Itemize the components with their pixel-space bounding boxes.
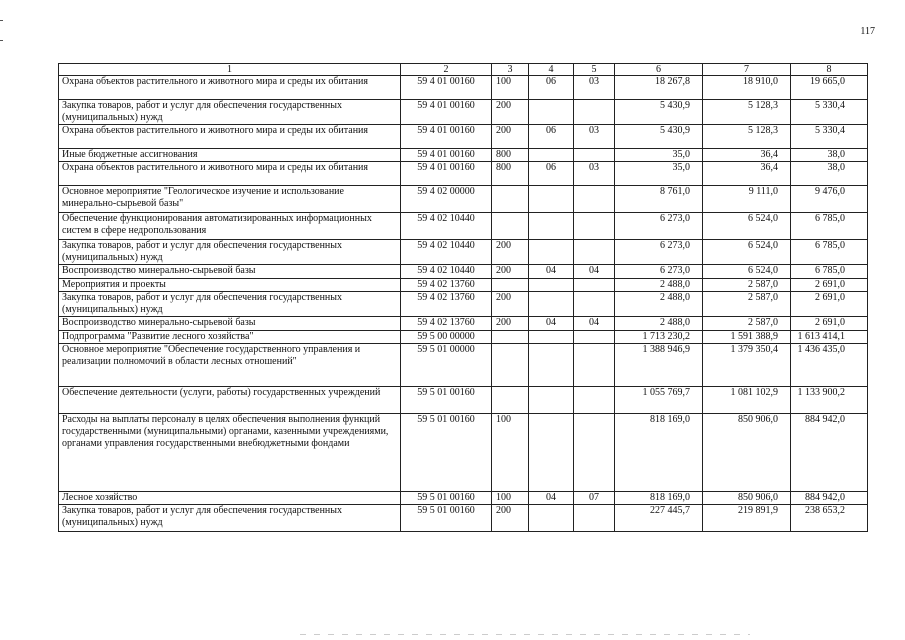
table-row bbox=[59, 505, 868, 532]
row-value-6: 1 388 946,9 bbox=[615, 344, 703, 387]
row-c4: 04 bbox=[529, 492, 574, 505]
row-c5 bbox=[574, 387, 615, 414]
header-cell: 3 bbox=[492, 64, 529, 76]
row-code: 59 5 01 00160 bbox=[401, 492, 492, 505]
row-value-6: 35,0 bbox=[615, 162, 703, 186]
row-name: Закупка товаров, работ и услуг для обеспечения государственных (муниципальных) нужд bbox=[59, 505, 401, 532]
row-name: Основное мероприятие "Обеспечение государственного управления и реализации полномочий в области лесных отношений" bbox=[59, 344, 401, 387]
row-c3 bbox=[492, 186, 529, 213]
header-cell: 2 bbox=[401, 64, 492, 76]
row-c4 bbox=[529, 100, 574, 125]
row-value-7: 36,4 bbox=[703, 162, 791, 186]
row-value-6: 2 488,0 bbox=[615, 317, 703, 331]
row-value-7: 5 128,3 bbox=[703, 100, 791, 125]
row-code: 59 5 00 00000 bbox=[401, 331, 492, 344]
table-row bbox=[59, 162, 868, 186]
row-value-7: 9 111,0 bbox=[703, 186, 791, 213]
row-c5 bbox=[574, 505, 615, 532]
row-name: Подпрограмма "Развитие лесного хозяйства" bbox=[59, 331, 401, 344]
row-value-6: 8 761,0 bbox=[615, 186, 703, 213]
row-c5: 04 bbox=[574, 317, 615, 331]
row-c5 bbox=[574, 344, 615, 387]
row-value-6: 6 273,0 bbox=[615, 213, 703, 240]
row-value-8: 884 942,0 bbox=[791, 414, 868, 492]
row-value-6: 18 267,8 bbox=[615, 76, 703, 100]
row-value-7: 1 379 350,4 bbox=[703, 344, 791, 387]
row-value-6: 818 169,0 bbox=[615, 414, 703, 492]
row-c4: 06 bbox=[529, 125, 574, 149]
row-value-6: 6 273,0 bbox=[615, 240, 703, 265]
row-code: 59 5 01 00160 bbox=[401, 505, 492, 532]
row-value-7: 2 587,0 bbox=[703, 279, 791, 292]
row-name: Расходы на выплаты персоналу в целях обеспечения выполнения функций государственными (муниципальными) органами, казенными учреждениями, органами управления государственными внебюджетными фондами bbox=[59, 414, 401, 492]
row-value-7: 6 524,0 bbox=[703, 265, 791, 279]
row-c4 bbox=[529, 213, 574, 240]
row-c3: 100 bbox=[492, 76, 529, 100]
row-c3: 200 bbox=[492, 317, 529, 331]
row-c4 bbox=[529, 414, 574, 492]
row-value-7: 36,4 bbox=[703, 149, 791, 162]
row-c4 bbox=[529, 331, 574, 344]
row-code: 59 4 01 00160 bbox=[401, 76, 492, 100]
row-c4 bbox=[529, 149, 574, 162]
row-name: Лесное хозяйство bbox=[59, 492, 401, 505]
header-cell: 1 bbox=[59, 64, 401, 76]
row-code: 59 4 01 00160 bbox=[401, 162, 492, 186]
row-c3: 200 bbox=[492, 505, 529, 532]
row-code: 59 4 02 10440 bbox=[401, 240, 492, 265]
row-c5: 03 bbox=[574, 125, 615, 149]
row-name: Охрана объектов растительного и животного мира и среды их обитания bbox=[59, 76, 401, 100]
row-value-8: 6 785,0 bbox=[791, 213, 868, 240]
page-number: 117 bbox=[860, 26, 875, 37]
header-cell: 7 bbox=[703, 64, 791, 76]
row-value-8: 1 133 900,2 bbox=[791, 387, 868, 414]
row-c4 bbox=[529, 279, 574, 292]
row-c3: 800 bbox=[492, 162, 529, 186]
row-value-6: 5 430,9 bbox=[615, 100, 703, 125]
row-c5 bbox=[574, 292, 615, 317]
row-c5: 04 bbox=[574, 265, 615, 279]
row-name: Закупка товаров, работ и услуг для обеспечения государственных (муниципальных) нужд bbox=[59, 100, 401, 125]
row-name: Закупка товаров, работ и услуг для обеспечения государственных (муниципальных) нужд bbox=[59, 240, 401, 265]
table-header-row bbox=[59, 64, 868, 76]
row-c3 bbox=[492, 331, 529, 344]
row-code: 59 4 02 13760 bbox=[401, 279, 492, 292]
row-value-7: 1 081 102,9 bbox=[703, 387, 791, 414]
budget-table bbox=[58, 63, 868, 532]
table-row bbox=[59, 125, 868, 149]
table-row bbox=[59, 344, 868, 387]
row-value-8: 2 691,0 bbox=[791, 317, 868, 331]
row-name: Охрана объектов растительного и животного мира и среды их обитания bbox=[59, 125, 401, 149]
table-row bbox=[59, 186, 868, 213]
row-name: Воспроизводство минерально-сырьевой базы bbox=[59, 265, 401, 279]
row-code: 59 4 01 00160 bbox=[401, 125, 492, 149]
table-row bbox=[59, 265, 868, 279]
row-value-6: 1 055 769,7 bbox=[615, 387, 703, 414]
table-row bbox=[59, 240, 868, 265]
row-c4 bbox=[529, 505, 574, 532]
row-c4 bbox=[529, 387, 574, 414]
row-c4 bbox=[529, 186, 574, 213]
row-code: 59 4 02 13760 bbox=[401, 292, 492, 317]
row-code: 59 5 01 00160 bbox=[401, 387, 492, 414]
row-value-8: 1 436 435,0 bbox=[791, 344, 868, 387]
row-c4 bbox=[529, 240, 574, 265]
table-row bbox=[59, 100, 868, 125]
table-row bbox=[59, 292, 868, 317]
row-name: Иные бюджетные ассигнования bbox=[59, 149, 401, 162]
scan-bottom-noise bbox=[300, 634, 750, 635]
row-value-6: 35,0 bbox=[615, 149, 703, 162]
row-value-8: 2 691,0 bbox=[791, 279, 868, 292]
row-c3 bbox=[492, 344, 529, 387]
row-c3 bbox=[492, 213, 529, 240]
row-code: 59 4 02 13760 bbox=[401, 317, 492, 331]
row-c5 bbox=[574, 149, 615, 162]
row-value-6: 818 169,0 bbox=[615, 492, 703, 505]
row-c3: 200 bbox=[492, 292, 529, 317]
row-value-6: 227 445,7 bbox=[615, 505, 703, 532]
table-row bbox=[59, 492, 868, 505]
row-value-8: 19 665,0 bbox=[791, 76, 868, 100]
table-row bbox=[59, 279, 868, 292]
row-c4: 06 bbox=[529, 76, 574, 100]
row-value-7: 2 587,0 bbox=[703, 317, 791, 331]
row-code: 59 4 01 00160 bbox=[401, 149, 492, 162]
row-code: 59 5 01 00160 bbox=[401, 414, 492, 492]
row-c3: 200 bbox=[492, 240, 529, 265]
row-c3 bbox=[492, 279, 529, 292]
row-value-6: 1 713 230,2 bbox=[615, 331, 703, 344]
row-value-7: 5 128,3 bbox=[703, 125, 791, 149]
row-name: Воспроизводство минерально-сырьевой базы bbox=[59, 317, 401, 331]
row-c5 bbox=[574, 240, 615, 265]
header-cell: 4 bbox=[529, 64, 574, 76]
row-name: Обеспечение функционирования автоматизированных информационных систем в сфере недропользования bbox=[59, 213, 401, 240]
row-c5 bbox=[574, 279, 615, 292]
row-value-8: 884 942,0 bbox=[791, 492, 868, 505]
row-value-7: 1 591 388,9 bbox=[703, 331, 791, 344]
row-value-7: 18 910,0 bbox=[703, 76, 791, 100]
row-name: Обеспечение деятельности (услуги, работы) государственных учреждений bbox=[59, 387, 401, 414]
table-row bbox=[59, 213, 868, 240]
row-value-6: 2 488,0 bbox=[615, 279, 703, 292]
row-c4: 04 bbox=[529, 317, 574, 331]
row-c5 bbox=[574, 186, 615, 213]
row-c3: 200 bbox=[492, 100, 529, 125]
row-c5 bbox=[574, 213, 615, 240]
row-name: Основное мероприятие "Геологическое изучение и использование минерально-сырьевой базы" bbox=[59, 186, 401, 213]
row-c5 bbox=[574, 100, 615, 125]
row-c4 bbox=[529, 344, 574, 387]
row-name: Охрана объектов растительного и животного мира и среды их обитания bbox=[59, 162, 401, 186]
row-value-8: 9 476,0 bbox=[791, 186, 868, 213]
row-value-8: 38,0 bbox=[791, 162, 868, 186]
row-name: Мероприятия и проекты bbox=[59, 279, 401, 292]
row-value-7: 219 891,9 bbox=[703, 505, 791, 532]
row-value-8: 238 653,2 bbox=[791, 505, 868, 532]
row-value-6: 2 488,0 bbox=[615, 292, 703, 317]
row-name: Закупка товаров, работ и услуг для обеспечения государственных (муниципальных) нужд bbox=[59, 292, 401, 317]
table-row bbox=[59, 317, 868, 331]
row-value-7: 2 587,0 bbox=[703, 292, 791, 317]
table-row bbox=[59, 331, 868, 344]
row-value-8: 1 613 414,1 bbox=[791, 331, 868, 344]
row-c4: 04 bbox=[529, 265, 574, 279]
row-value-7: 850 906,0 bbox=[703, 414, 791, 492]
row-value-6: 6 273,0 bbox=[615, 265, 703, 279]
row-value-8: 6 785,0 bbox=[791, 265, 868, 279]
row-code: 59 4 01 00160 bbox=[401, 100, 492, 125]
table-row bbox=[59, 149, 868, 162]
row-value-8: 5 330,4 bbox=[791, 125, 868, 149]
row-code: 59 4 02 00000 bbox=[401, 186, 492, 213]
table-row bbox=[59, 76, 868, 100]
table-body bbox=[59, 76, 868, 532]
row-c4 bbox=[529, 292, 574, 317]
row-c3: 100 bbox=[492, 414, 529, 492]
table-row bbox=[59, 414, 868, 492]
row-c5: 07 bbox=[574, 492, 615, 505]
row-c5: 03 bbox=[574, 76, 615, 100]
row-value-8: 2 691,0 bbox=[791, 292, 868, 317]
row-c5 bbox=[574, 331, 615, 344]
row-c5 bbox=[574, 414, 615, 492]
table-row bbox=[59, 387, 868, 414]
scan-edge-mark bbox=[0, 20, 3, 21]
header-cell: 5 bbox=[574, 64, 615, 76]
row-value-8: 6 785,0 bbox=[791, 240, 868, 265]
row-value-7: 850 906,0 bbox=[703, 492, 791, 505]
row-c5: 03 bbox=[574, 162, 615, 186]
row-c3: 100 bbox=[492, 492, 529, 505]
row-c3: 200 bbox=[492, 265, 529, 279]
row-c3: 200 bbox=[492, 125, 529, 149]
row-code: 59 4 02 10440 bbox=[401, 265, 492, 279]
row-c3 bbox=[492, 387, 529, 414]
scan-edge-mark bbox=[0, 40, 3, 41]
row-value-8: 5 330,4 bbox=[791, 100, 868, 125]
row-code: 59 4 02 10440 bbox=[401, 213, 492, 240]
row-c3: 800 bbox=[492, 149, 529, 162]
row-value-6: 5 430,9 bbox=[615, 125, 703, 149]
header-cell: 8 bbox=[791, 64, 868, 76]
header-cell: 6 bbox=[615, 64, 703, 76]
row-code: 59 5 01 00000 bbox=[401, 344, 492, 387]
row-value-8: 38,0 bbox=[791, 149, 868, 162]
row-c4: 06 bbox=[529, 162, 574, 186]
row-value-7: 6 524,0 bbox=[703, 240, 791, 265]
row-value-7: 6 524,0 bbox=[703, 213, 791, 240]
